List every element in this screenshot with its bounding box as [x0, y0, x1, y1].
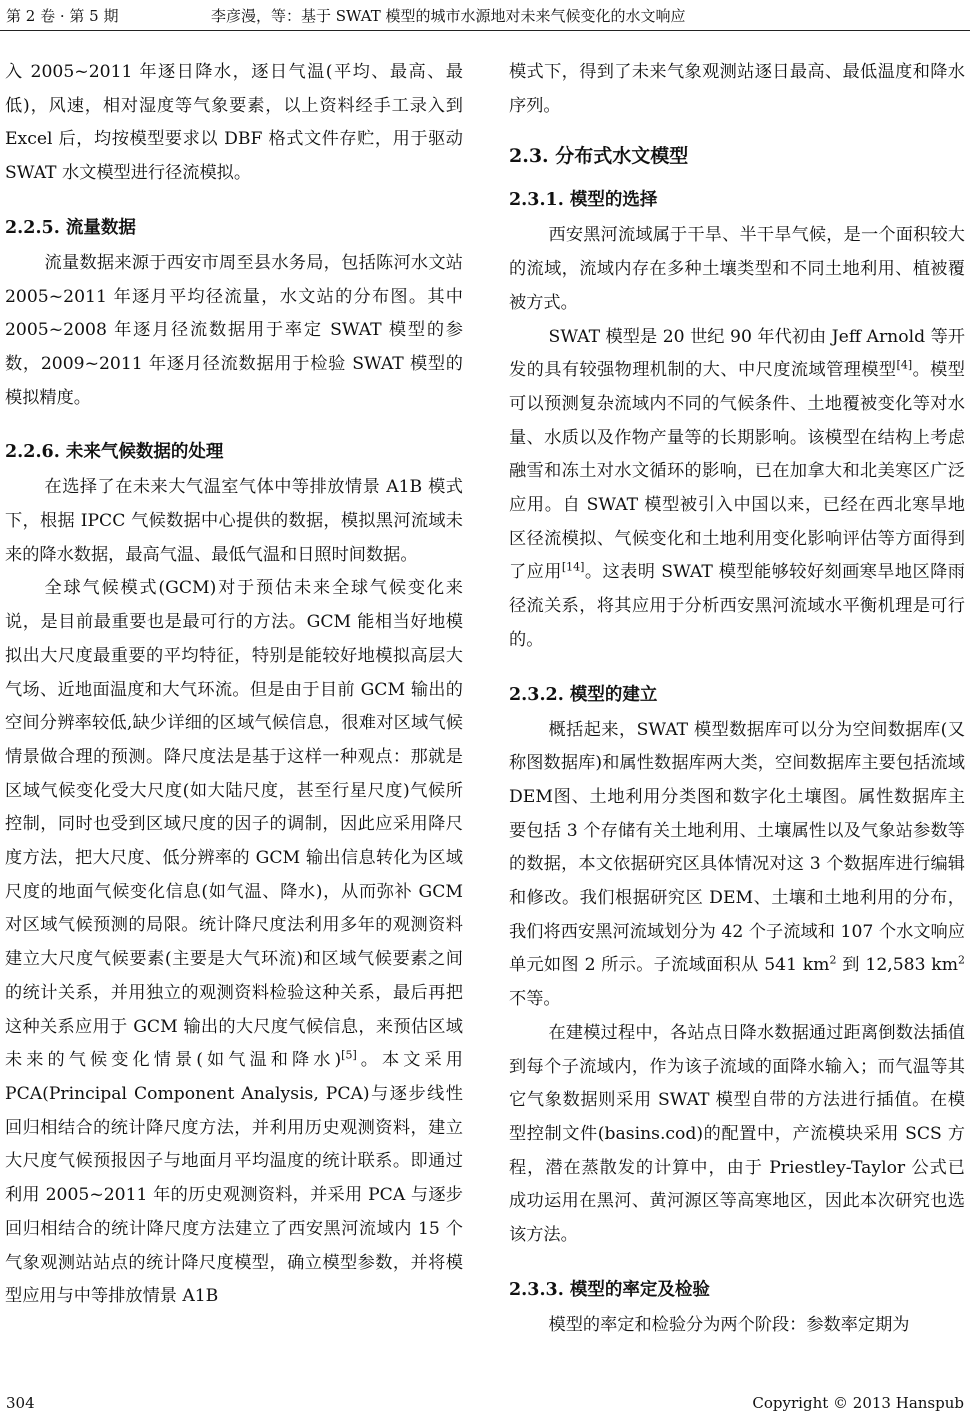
text-run: 概括起来，SWAT 模型数据库可以分为空间数据库(又称图数据库)和属性数据库两大类，空间数据库主要包括流域 DEM图、土地利用分类图和数字化土壤图。属性数据库主要包括 3 个存储有关土地利用、土壤属性以及气象站参数等的数据，本文依据研究区具体情况对这 3 个数据库进行编辑和修改。我们根据研究区 DEM、土壤和土地利用的分布，我们将西安黑河流域划分为 42 个子流域和 107 个水文响应单元如图 2 所示。子流域面积从 541 km	[509, 719, 965, 976]
section-heading-2-3-2: 2.3.2. 模型的建立	[509, 684, 658, 705]
page-number: 304	[6, 1394, 35, 1412]
superscript: 2	[829, 953, 837, 967]
text-run: 到 12,583 km	[836, 955, 958, 976]
text-run: 。本文采用 PCA(Principal Component Analysis, PCA)与逐步线性回归相结合的统计降尺度方法，并利用历史观测资料，建立大尺度气候预报因子与地面月平均温度的统计联系。即通过利用 2005~2011 年的历史观测资料，并采用 PCA 与逐步回归相结合的统计降尺度方法建立了西安黑河流域内 15 个气象观测站站点的统计降尺度模型，确立模型参数，并将模型应用与中等排放情景 A1B	[5, 1050, 463, 1307]
journal-issue: 第 2 卷 · 第 5 期	[6, 7, 119, 25]
paragraph: 模式下，得到了未来气象观测站逐日最高、最低温度和降水序列。	[509, 62, 965, 116]
citation-ref: [5]	[341, 1048, 357, 1062]
paragraph: 模型的率定和检验分为两个阶段：参数率定期为	[548, 1314, 910, 1335]
section-heading-2-3-1: 2.3.1. 模型的选择	[509, 190, 658, 211]
text-run: SWAT 模型是 20 世纪 90 年代初由 Jeff Arnold 等开发的具有较强物理机制的大、中尺度流域管理模型	[509, 326, 965, 381]
section-heading-2-2-6: 2.2.6. 未来气候数据的处理	[5, 442, 224, 463]
article-running-title: 李彦漫，等：基于 SWAT 模型的城市水源地对未来气候变化的水文响应	[211, 7, 686, 25]
header-rule	[0, 30, 970, 31]
superscript: 2	[958, 953, 965, 967]
paragraph: 流量数据来源于西安市周至县水务局，包括陈河水文站 2005~2011 年逐月平均径流量，水文站的分布图。其中 2005~2008 年逐月径流数据用于率定 SWAT 模型的参数，2009~2011 年逐月径流数据用于检验 SWAT 模型的模拟精度。	[5, 252, 463, 408]
paragraph: 在选择了在未来大气温室气体中等排放情景 A1B 模式下，根据 IPCC 气候数据中心提供的数据，模拟黑河流域未来的降水数据，最高气温、最低气温和日照时间数据。	[5, 477, 463, 565]
paragraph	[5, 572, 463, 1313]
paragraph: 西安黑河流域属于干旱、半干旱气候，是一个面积较大的流域，流域内存在多种土壤类型和不同土地利用、植被覆被方式。	[509, 225, 965, 313]
section-heading-2-3: 2.3. 分布式水文模型	[509, 145, 689, 168]
paragraph	[509, 714, 965, 1017]
text-run: 。这表明 SWAT 模型能够较好刻画寒旱地区降雨径流关系，将其应用于分析西安黑河流域水平衡机理是可行的。	[509, 562, 965, 650]
section-heading-2-3-3: 2.3.3. 模型的率定及检验	[509, 1279, 710, 1300]
text-run: 全球气候模式(GCM)对于预估未来全球气候变化来说，是目前最重要也是最可行的方法。GCM 能相当好地模拟出大尺度最重要的平均特征，特别是能较好地模拟高层大气场、近地面温度和大气环流。但是由于目前 GCM 输出的空间分辨率较低,缺少详细的区域气候信息，很难对区域气候情景做合理的预测。降尺度法是基于这样一种观点：那就是区域气候变化受大尺度(如大陆尺度，甚至行星尺度)气候所控制，同时也受到区域尺度的因子的调制，因此应采用降尺度方法，把大尺度、低分辨率的 GCM 输出信息转化为区域尺度的地面气候变化信息(如气温、降水)，从而弥补 GCM 对区域气候预测的局限。统计降尺度法利用多年的观测资料建立大尺度气候要素(主要是大气环流)和区域气候要素之间的统计关系，并用独立的观测资料检验这种关系，最后再把这种关系应用于 GCM 输出的大尺度气候信息，来预估区域未来的气候变化情景(如气温和降水)	[5, 578, 463, 1071]
copyright: Copyright © 2013 Hanspub	[752, 1394, 964, 1412]
text-run: 不等。	[509, 989, 561, 1010]
citation-ref: [4]	[896, 358, 913, 372]
section-heading-2-2-5: 2.2.5. 流量数据	[5, 217, 136, 238]
right-column	[509, 56, 965, 1343]
running-header	[6, 4, 964, 28]
citation-ref: [14]	[561, 560, 585, 574]
paragraph	[509, 321, 965, 658]
paragraph: 在建模过程中，各站点日降水数据通过距离倒数法插值到每个子流域内，作为该子流域的面降水输入；而气温等其它气象数据则采用 SWAT 模型自带的方法进行插值。在模型控制文件(basins.cod)的配置中，产流模块采用 SCS 方程，潜在蒸散发的计算中，由于 Priestley-Taylor 公式已成功运用在黑河、黄河源区等高寒地区，因此本次研究也选该方法。	[509, 1022, 965, 1246]
paragraph: 入 2005~2011 年逐日降水，逐日气温(平均、最高、最低)，风速，相对湿度等气象要素，以上资料经手工录入到 Excel 后，均按模型要求以 DBF 格式文件存贮，用于驱动 SWAT 水文模型进行径流模拟。	[5, 62, 463, 184]
text-run: 。模型可以预测复杂流域内不同的气候条件、土地覆被变化等对水量、水质以及作物产量等的长期影响。该模型在结构上考虑融雪和冻土对水文循环的影响，已在加拿大和北美寒区广泛应用。自 SWAT 模型被引入中国以来，已经在西北寒旱地区径流模拟、气候变化和土地利用变化影响评估等方面得到了应用	[509, 360, 965, 583]
left-column	[5, 56, 463, 1314]
